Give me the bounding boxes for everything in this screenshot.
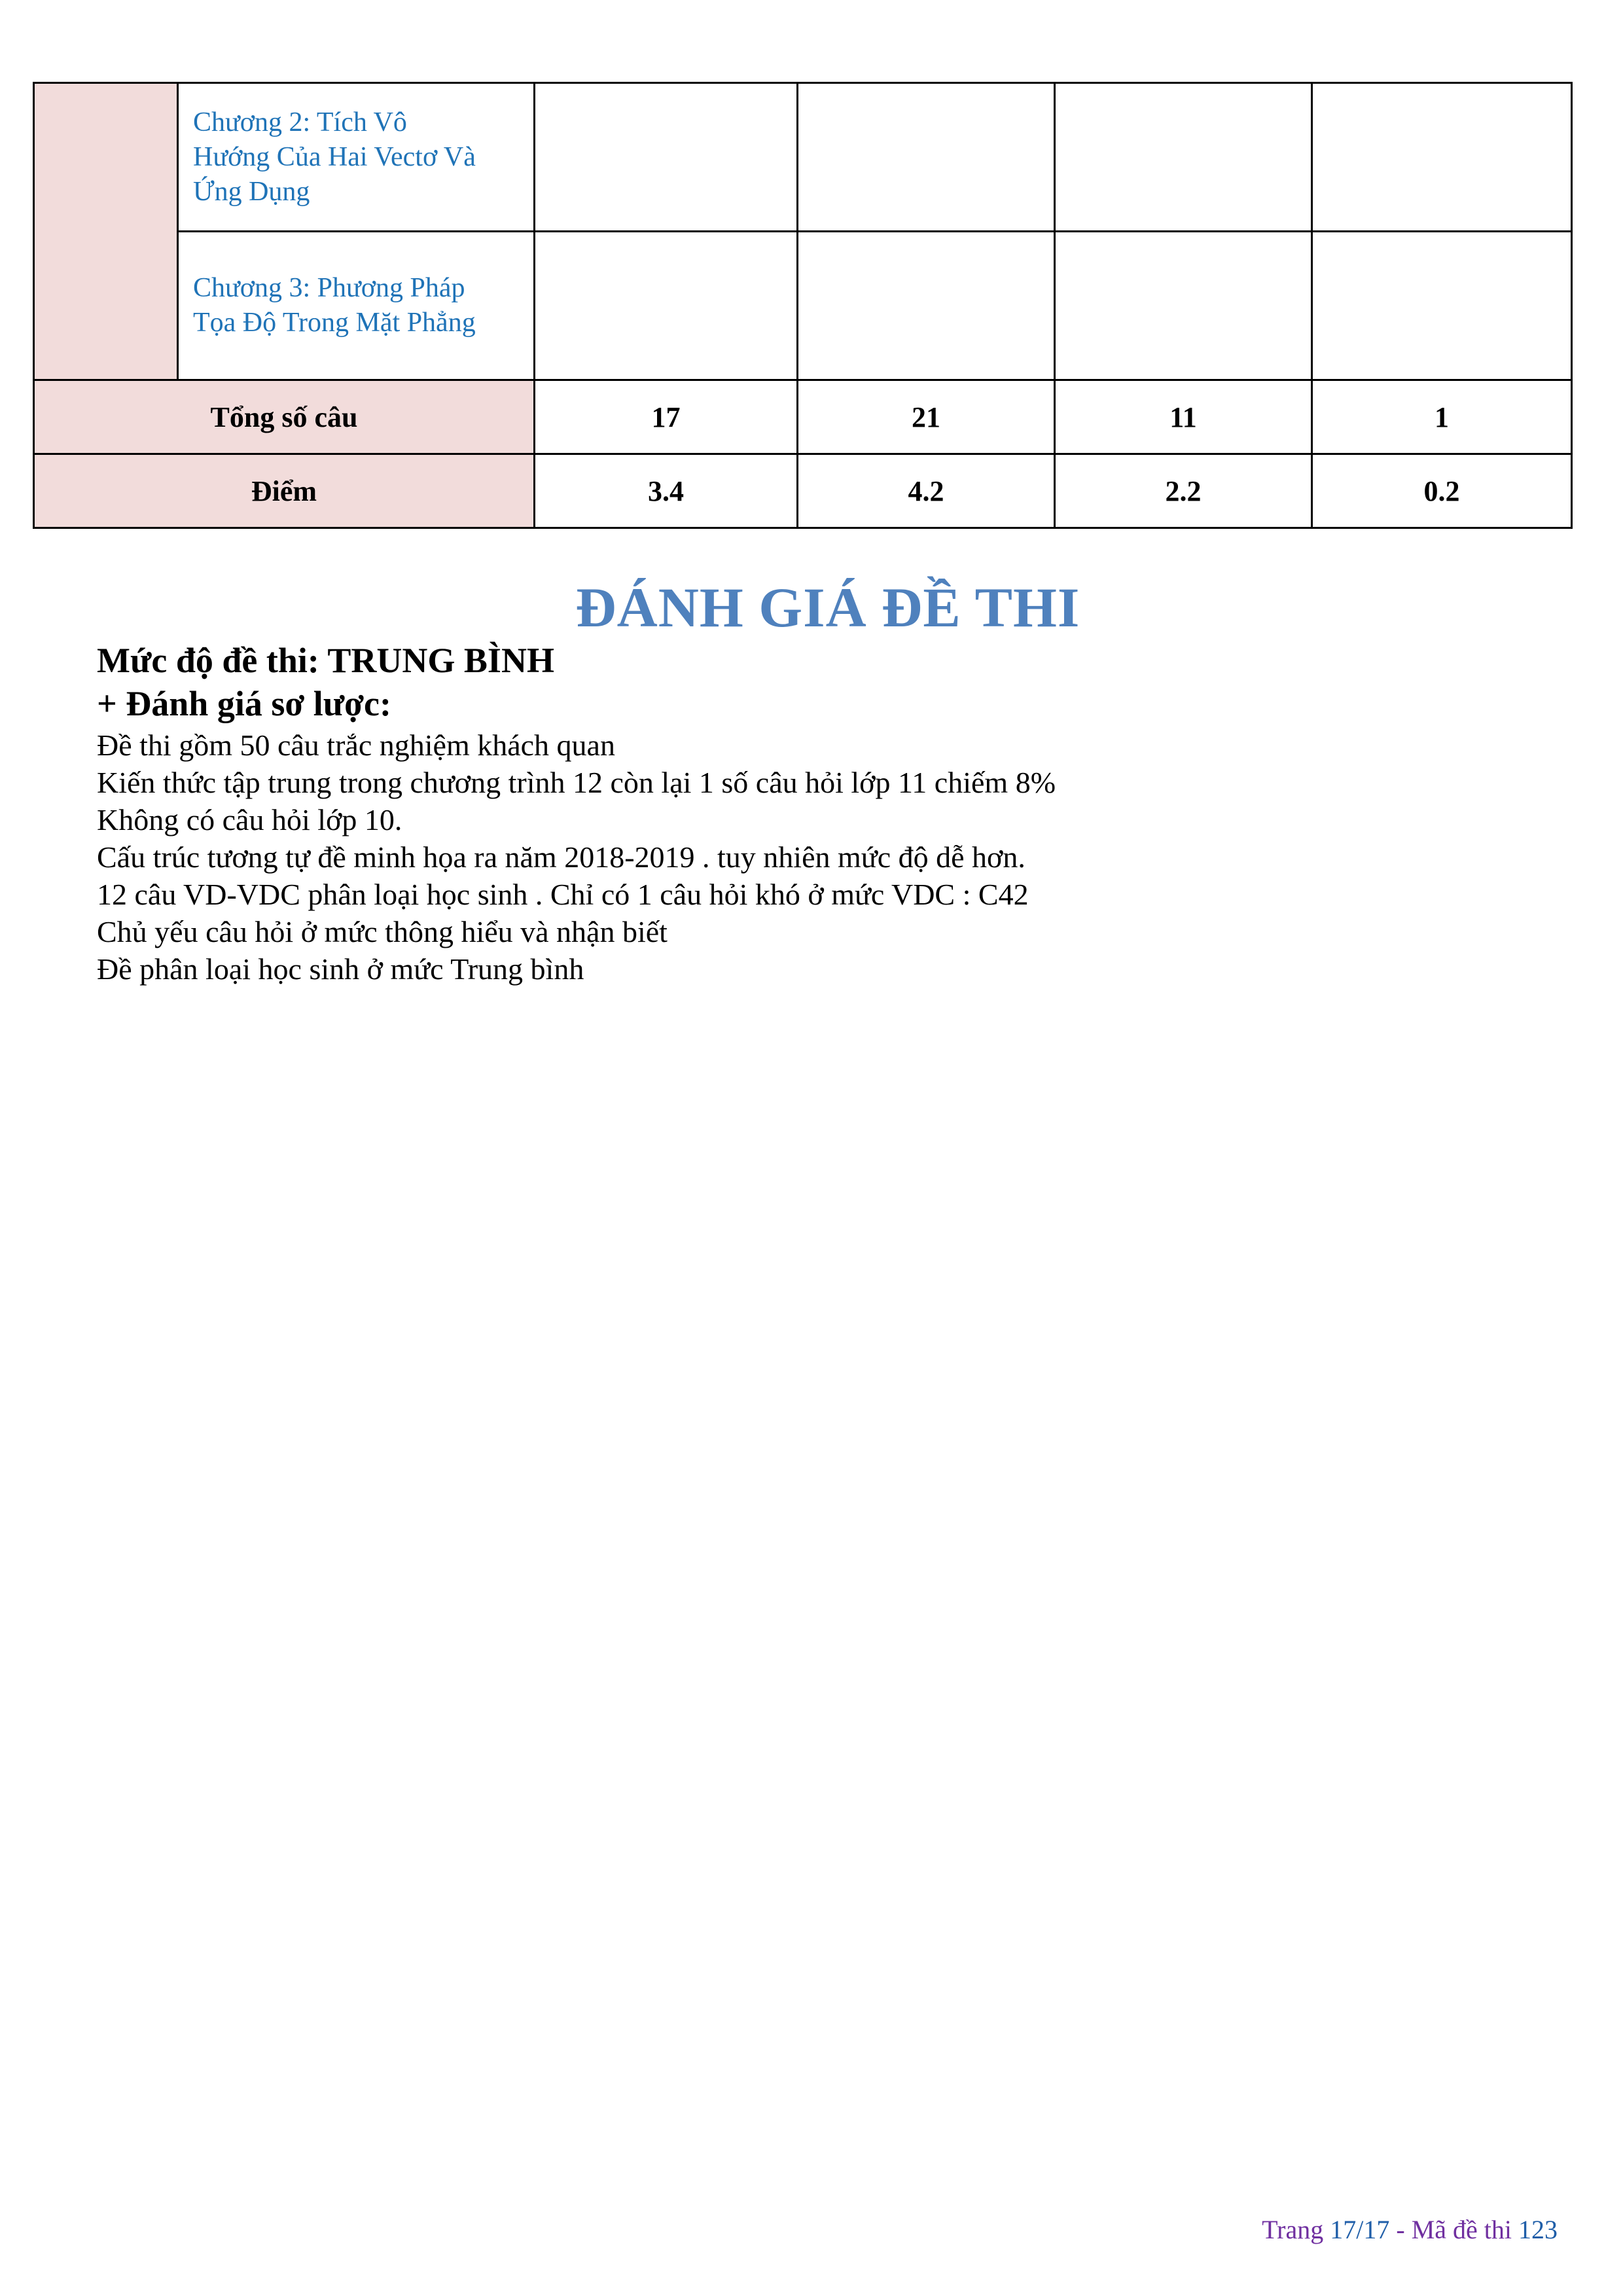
total-value: 1 [1312, 380, 1572, 454]
evaluation-line: Cấu trúc tương tự đề minh họa ra năm 2018-2019 . tuy nhiên mức độ dễ hơn. [97, 840, 1026, 874]
summary-heading: + Đánh giá sơ lược: [97, 684, 392, 723]
total-value: 11 [1055, 380, 1312, 454]
grade-cell [34, 83, 178, 380]
empty-cell [798, 232, 1055, 380]
empty-cell [535, 232, 798, 380]
page-footer [1262, 2214, 1558, 2245]
footer-page-prefix: Trang [1262, 2215, 1324, 2244]
chapter-2-line-3: Ứng Dụng [193, 176, 310, 207]
evaluation-line: 12 câu VD-VDC phân loại học sinh . Chỉ có 1 câu hỏi khó ở mức VDC : C42 [97, 878, 1029, 911]
total-value: 17 [535, 380, 798, 454]
empty-cell [1055, 232, 1312, 380]
evaluation-line: Đề phân loại học sinh ở mức Trung bình [97, 952, 584, 986]
footer-page-number: 17/17 [1330, 2215, 1390, 2244]
evaluation-line: Đề thi gồm 50 câu trắc nghiệm khách quan [97, 728, 615, 762]
empty-cell [1055, 83, 1312, 232]
total-questions-row [34, 380, 1572, 454]
empty-cell [535, 83, 798, 232]
score-value: 2.2 [1055, 454, 1312, 528]
chapter-3-line-1: Chương 3: Phương Pháp [193, 273, 465, 303]
table-row [34, 83, 1572, 232]
evaluation-line: Kiến thức tập trung trong chương trình 12 còn lại 1 số câu hỏi lớp 11 chiếm 8% [97, 766, 1056, 799]
footer-code-number: 123 [1518, 2215, 1558, 2244]
evaluation-title: ĐÁNH GIÁ ĐỀ THI [575, 576, 1080, 639]
difficulty-level-heading: Mức độ đề thi: TRUNG BÌNH [97, 641, 554, 680]
table-row [34, 232, 1572, 380]
empty-cell [1312, 83, 1572, 232]
chapter-3-line-2: Tọa Độ Trong Mặt Phẳng [193, 308, 476, 338]
chapter-2-line-2: Hướng Của Hai Vectơ Và [193, 141, 476, 172]
score-row [34, 454, 1572, 528]
score-label: Điểm [34, 454, 535, 528]
score-value: 0.2 [1312, 454, 1572, 528]
empty-cell [1312, 232, 1572, 380]
total-value: 21 [798, 380, 1055, 454]
score-value: 4.2 [798, 454, 1055, 528]
score-value: 3.4 [535, 454, 798, 528]
footer-code-label: Mã đề thi [1411, 2215, 1512, 2244]
empty-cell [798, 83, 1055, 232]
chapter-2-cell [178, 83, 535, 232]
evaluation-line: Không có câu hỏi lớp 10. [97, 803, 402, 836]
evaluation-body [97, 726, 1056, 988]
footer-separator: - [1389, 2215, 1412, 2244]
chapter-3-cell [178, 232, 535, 380]
evaluation-line: Chủ yếu câu hỏi ở mức thông hiểu và nhận biết [97, 915, 668, 948]
chapter-2-line-1: Chương 2: Tích Vô [193, 107, 407, 137]
exam-matrix-table [33, 82, 1573, 529]
total-questions-label: Tổng số câu [34, 380, 535, 454]
